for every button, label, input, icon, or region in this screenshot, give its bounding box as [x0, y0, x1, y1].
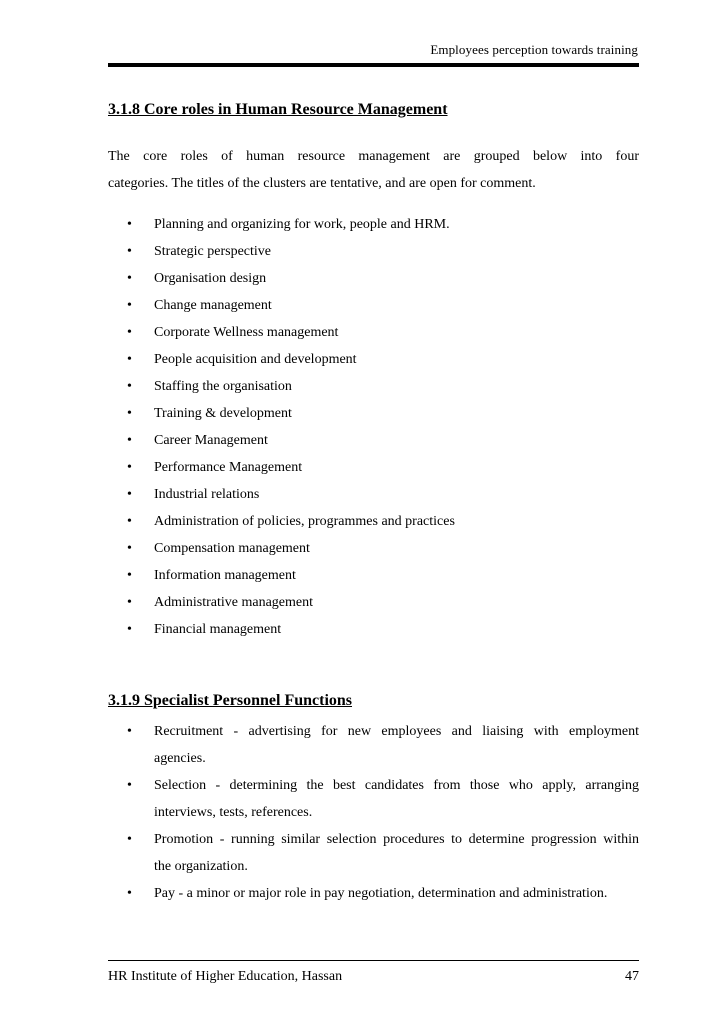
bullet-icon: •: [127, 352, 132, 367]
running-header: Employees perception towards training: [430, 42, 638, 57]
list-item: • Training & development: [108, 400, 639, 427]
list-item: • Corporate Wellness management: [108, 319, 639, 346]
bullet-icon: •: [127, 325, 132, 340]
intro-paragraph: [108, 143, 639, 197]
bullet-icon: •: [127, 514, 132, 529]
list-item: • Pay - a minor or major role in pay negotiation, determination and administration.: [108, 880, 639, 907]
list-item: • Career Management: [108, 427, 639, 454]
footer-institute: HR Institute of Higher Education, Hassan: [108, 969, 343, 984]
list-item: • Administrative management: [108, 589, 639, 616]
intro-line-1: The core roles of human resource management are grouped below into four: [108, 149, 639, 164]
bullet-icon: •: [127, 298, 132, 313]
bullet-icon: •: [127, 595, 132, 610]
bullet-icon: •: [127, 433, 132, 448]
bullet-icon: •: [127, 244, 132, 259]
bullet-icon: •: [127, 271, 132, 286]
bullet-icon: •: [127, 379, 132, 394]
list-item: • People acquisition and development: [108, 346, 639, 373]
header-rule: [108, 63, 639, 67]
bullet-icon: •: [127, 406, 132, 421]
list-item: • Industrial relations: [108, 481, 639, 508]
footer-rule: [108, 960, 639, 961]
bullet-icon: •: [127, 541, 132, 556]
list-item: • Information management: [108, 562, 639, 589]
list-item: • Compensation management: [108, 535, 639, 562]
bullet-icon: •: [127, 622, 132, 637]
bullet-icon: •: [127, 832, 132, 847]
bullet-icon: •: [127, 460, 132, 475]
list-item: • Selection - determining the best candidates from those who apply, arranging interviews, tests, references.: [108, 772, 639, 826]
bullet-icon: •: [127, 778, 132, 793]
list-item: • Strategic perspective: [108, 238, 639, 265]
core-roles-list: [108, 211, 639, 643]
bullet-icon: •: [127, 487, 132, 502]
list-item: • Change management: [108, 292, 639, 319]
intro-line-2: categories. The titles of the clusters are tentative, and are open for comment.: [108, 176, 536, 191]
specialist-functions-list: [108, 718, 639, 907]
list-item: • Administration of policies, programmes and practices: [108, 508, 639, 535]
page-number: 47: [625, 969, 639, 984]
list-item: • Planning and organizing for work, people and HRM.: [108, 211, 639, 238]
list-item: • Recruitment - advertising for new employees and liaising with employment agencies.: [108, 718, 639, 772]
list-item: • Promotion - running similar selection procedures to determine progression within the organization.: [108, 826, 639, 880]
bullet-icon: •: [127, 217, 132, 232]
bullet-icon: •: [127, 568, 132, 583]
list-item: • Staffing the organisation: [108, 373, 639, 400]
bullet-icon: •: [127, 886, 132, 901]
list-item: • Organisation design: [108, 265, 639, 292]
list-item: • Performance Management: [108, 454, 639, 481]
list-item: • Financial management: [108, 616, 639, 643]
bullet-icon: •: [127, 724, 132, 739]
section-heading-specialist-functions: 3.1.9 Specialist Personnel Functions: [108, 692, 353, 709]
section-heading-core-roles: 3.1.8 Core roles in Human Resource Management: [108, 101, 448, 118]
